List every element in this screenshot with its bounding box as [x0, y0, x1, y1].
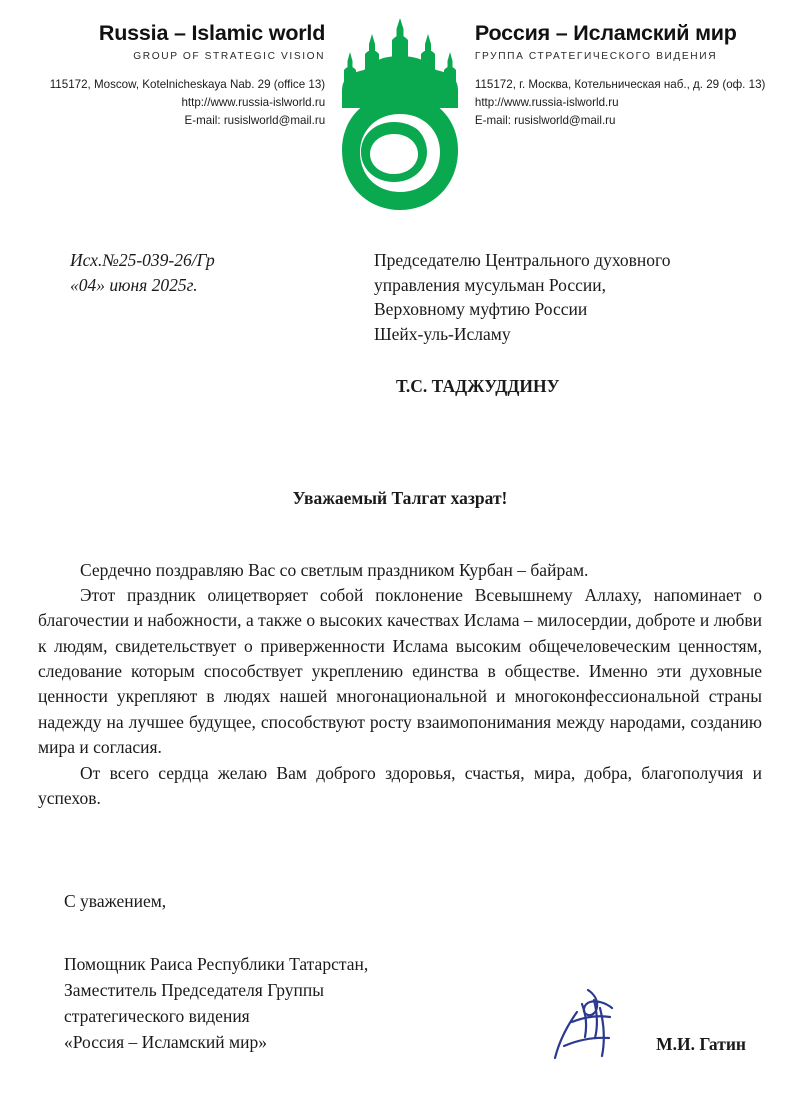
addressee-line: Верховному муфтию России [374, 299, 588, 319]
letterhead-english [30, 22, 331, 130]
org-subtitle-en: GROUP OF STRATEGIC VISION [133, 50, 326, 62]
org-title-en: Russia – Islamic world [98, 21, 326, 45]
reference-date: «04» июня 2025г. [70, 275, 198, 296]
paragraph-3: От всего сердца желаю Вам доброго здоровья, счастья, мира, добра, благополучия и успехов. [38, 762, 762, 808]
contact-block-en [30, 76, 325, 130]
letter-body [0, 248, 800, 1056]
email-en[interactable]: E-mail: rusislworld@mail.ru [184, 113, 326, 127]
letter-header-row [38, 248, 762, 399]
logo-container [331, 18, 469, 218]
website-en[interactable]: http://www.russia-islworld.ru [181, 95, 326, 109]
signer-title-line: Заместитель Председателя Группы [64, 979, 325, 1000]
signer-title-line: «Россия – Исламский мир» [64, 1032, 267, 1053]
letterhead-russian [469, 22, 770, 130]
addressee-line: управления мусульман России, [374, 274, 606, 295]
paragraph-2: Этот праздник олицетворяет собой поклонение Всевышнему Аллаху, напоминает о благочестии и набожности, а также о высоких качествах Ислама – милосердии, доброте и любви к людям, свидетельствует о приверженности Ислама высоким общечеловеческим ценностям, следование которым способствует укреплению единства в обществе. Именно эти духовные ценности укрепляют в людях нашей многонациональной и многоконфессиональной страны надежду на лучшее будущее, способствуют росту взаимопонимания между народами, созданию мира и согласия. [38, 584, 762, 758]
address-ru: 115172, г. Москва, Котельническая наб., д. 29 (оф. 13) [474, 77, 766, 91]
reference-number: Исх.№25-039-26/Гр [70, 250, 215, 270]
reference-block [38, 248, 368, 399]
org-title-ru: Россия – Исламский мир [474, 21, 737, 45]
addressee-line: Шейх-уль-Исламу [374, 323, 511, 344]
addressee-name: Т.С. ТАДЖУДДИНУ [396, 376, 560, 396]
paragraph-1: Сердечно поздравляю Вас со светлым праздником Курбан – байрам. [80, 559, 589, 580]
website-ru[interactable]: http://www.russia-islworld.ru [474, 95, 619, 109]
salutation: Уважаемый Талгат хазрат! [292, 487, 508, 508]
addressee-line: Председателю Центрального духовного [374, 250, 671, 270]
mosque-crescent-logo [332, 18, 468, 218]
signer-title-line: Помощник Раиса Республики Татарстан, [64, 953, 369, 974]
signer-name: М.И. Гатин [656, 1034, 746, 1055]
org-subtitle-ru: ГРУППА СТРАТЕГИЧЕСКОГО ВИДЕНИЯ [474, 50, 718, 62]
address-en: 115172, Moscow, Kotelnicheskaya Nab. 29 (office 13) [49, 77, 326, 91]
addressee-block [368, 248, 762, 399]
signature-block [38, 951, 762, 1056]
signer-title-line: стратегического видения [64, 1006, 250, 1027]
email-ru[interactable]: E-mail: rusislworld@mail.ru [474, 113, 616, 127]
contact-block-ru [475, 76, 770, 130]
closing-line: С уважением, [64, 891, 167, 912]
letterhead [0, 0, 800, 218]
